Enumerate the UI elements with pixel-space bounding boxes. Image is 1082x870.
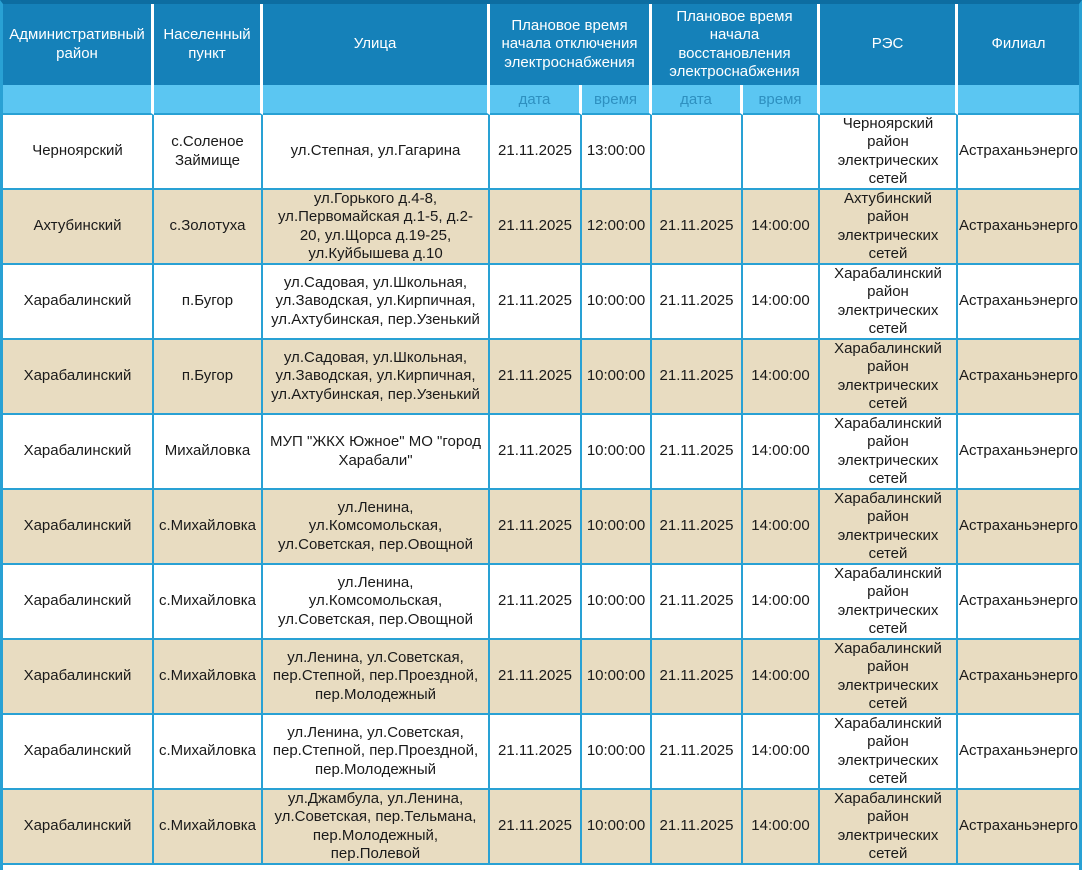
cell-street: ул.Горького д.4-8, ул.Первомайская д.1-5, д.2-20, ул.Щорса д.19-25, ул.Куйбышева д.10 xyxy=(263,190,490,265)
cell-district: Харабалинский xyxy=(3,790,154,865)
cell-res: Харабалинский район электрических сетей xyxy=(820,265,958,340)
cell-off-time: 10:00:00 xyxy=(582,565,652,640)
cell-branch: Астраханьэнерго xyxy=(958,565,1079,640)
cell-off-time: 10:00:00 xyxy=(582,415,652,490)
cell-res: Черноярский район электрических сетей xyxy=(820,115,958,190)
cell-off-date: 21.11.2025 xyxy=(490,565,582,640)
cell-on-time: 14:00:00 xyxy=(743,565,820,640)
cell-street: ул.Джамбула, ул.Ленина, ул.Советская, пер.Тельмана, пер.Молодежный, пер.Полевой xyxy=(263,790,490,865)
header-street: Улица xyxy=(263,4,490,85)
cell-off-time: 10:00:00 xyxy=(582,265,652,340)
cell-on-time: 14:00:00 xyxy=(743,415,820,490)
cell-res: Ахтубинский район электрических сетей xyxy=(820,190,958,265)
subheader-on-time-label: время xyxy=(743,85,820,115)
cell-off-time: 10:00:00 xyxy=(582,715,652,790)
cell-street: ул.Садовая, ул.Школьная, ул.Заводская, ул.Кирпичная, ул.Ахтубинская, пер.Узенький xyxy=(263,265,490,340)
cell-on-date: 21.11.2025 xyxy=(652,640,743,715)
cell-off-date: 21.11.2025 xyxy=(490,265,582,340)
cell-settlement: п.Бугор xyxy=(154,340,263,415)
cell-settlement: с.Михайловка xyxy=(154,715,263,790)
cell-on-date: 21.11.2025 xyxy=(652,565,743,640)
cell-settlement: п.Бугор xyxy=(154,265,263,340)
cell-on-date: 21.11.2025 xyxy=(652,415,743,490)
cell-on-date: 21.11.2025 xyxy=(652,265,743,340)
subheader-on-date-label: дата xyxy=(652,85,743,115)
cell-branch: Астраханьэнерго xyxy=(958,190,1079,265)
cell-res: Харабалинский район электрических сетей xyxy=(820,640,958,715)
cell-district: Харабалинский xyxy=(3,640,154,715)
cell-off-date: 21.11.2025 xyxy=(490,340,582,415)
cell-on-date: 21.11.2025 xyxy=(652,340,743,415)
cell-district: Харабалинский xyxy=(3,415,154,490)
subheader-empty-settlement xyxy=(154,85,263,115)
cell-street: ул.Ленина, ул.Комсомольская, ул.Советская, пер.Овощной xyxy=(263,565,490,640)
header-district: Административный район xyxy=(3,4,154,85)
cell-district: Харабалинский xyxy=(3,490,154,565)
cell-street: ул.Ленина, ул.Советская, пер.Степной, пер.Проездной, пер.Молодежный xyxy=(263,715,490,790)
cell-off-date: 21.11.2025 xyxy=(490,640,582,715)
cell-branch: Астраханьэнерго xyxy=(958,490,1079,565)
subheader-empty-district xyxy=(3,85,154,115)
partial-next-row xyxy=(3,865,1079,870)
cell-street: МУП "ЖКХ Южное" МО "город Харабали" xyxy=(263,415,490,490)
cell-on-date: 21.11.2025 xyxy=(652,790,743,865)
cell-settlement: с.Золотуха xyxy=(154,190,263,265)
cell-res: Харабалинский район электрических сетей xyxy=(820,340,958,415)
cell-on-date: 21.11.2025 xyxy=(652,490,743,565)
cell-res: Харабалинский район электрических сетей xyxy=(820,490,958,565)
cell-settlement: с.Михайловка xyxy=(154,640,263,715)
subheader-empty-street xyxy=(263,85,490,115)
cell-off-time: 10:00:00 xyxy=(582,490,652,565)
cell-branch: Астраханьэнерго xyxy=(958,265,1079,340)
cell-branch: Астраханьэнерго xyxy=(958,715,1079,790)
cell-district: Харабалинский xyxy=(3,565,154,640)
cell-district: Харабалинский xyxy=(3,340,154,415)
cell-on-date: 21.11.2025 xyxy=(652,190,743,265)
cell-off-time: 12:00:00 xyxy=(582,190,652,265)
cell-res: Харабалинский район электрических сетей xyxy=(820,565,958,640)
cell-settlement: с.Соленое Займище xyxy=(154,115,263,190)
cell-off-time: 13:00:00 xyxy=(582,115,652,190)
cell-settlement: Михайловка xyxy=(154,415,263,490)
cell-on-time: 14:00:00 xyxy=(743,340,820,415)
cell-district: Харабалинский xyxy=(3,715,154,790)
cell-street: ул.Садовая, ул.Школьная, ул.Заводская, ул.Кирпичная, ул.Ахтубинская, пер.Узенький xyxy=(263,340,490,415)
header-res: РЭС xyxy=(820,4,958,85)
cell-on-time: 14:00:00 xyxy=(743,790,820,865)
cell-branch: Астраханьэнерго xyxy=(958,415,1079,490)
cell-district: Черноярский xyxy=(3,115,154,190)
cell-on-date: 21.11.2025 xyxy=(652,715,743,790)
cell-street: ул.Ленина, ул.Советская, пер.Степной, пер.Проездной, пер.Молодежный xyxy=(263,640,490,715)
cell-branch: Астраханьэнерго xyxy=(958,340,1079,415)
cell-street: ул.Степная, ул.Гагарина xyxy=(263,115,490,190)
cell-res: Харабалинский район электрических сетей xyxy=(820,415,958,490)
cell-branch: Астраханьэнерго xyxy=(958,115,1079,190)
cell-on-time: 14:00:00 xyxy=(743,190,820,265)
cell-off-date: 21.11.2025 xyxy=(490,715,582,790)
subheader-empty-branch xyxy=(958,85,1079,115)
cell-off-date: 21.11.2025 xyxy=(490,115,582,190)
cell-off-date: 21.11.2025 xyxy=(490,415,582,490)
cell-settlement: с.Михайловка xyxy=(154,790,263,865)
subheader-off-time-label: время xyxy=(582,85,652,115)
header-restore-start-group: Плановое время начала восстановления электроснабжения xyxy=(652,4,820,85)
cell-on-time: 14:00:00 xyxy=(743,715,820,790)
cell-res: Харабалинский район электрических сетей xyxy=(820,715,958,790)
cell-on-date xyxy=(652,115,743,190)
cell-off-date: 21.11.2025 xyxy=(490,190,582,265)
cell-on-time xyxy=(743,115,820,190)
cell-settlement: с.Михайловка xyxy=(154,565,263,640)
cell-district: Харабалинский xyxy=(3,265,154,340)
cell-off-time: 10:00:00 xyxy=(582,340,652,415)
cell-on-time: 14:00:00 xyxy=(743,490,820,565)
cell-off-date: 21.11.2025 xyxy=(490,790,582,865)
cell-off-time: 10:00:00 xyxy=(582,640,652,715)
cell-settlement: с.Михайловка xyxy=(154,490,263,565)
cell-branch: Астраханьэнерго xyxy=(958,790,1079,865)
subheader-empty-res xyxy=(820,85,958,115)
cell-district: Ахтубинский xyxy=(3,190,154,265)
cell-res: Харабалинский район электрических сетей xyxy=(820,790,958,865)
cell-branch: Астраханьэнерго xyxy=(958,640,1079,715)
subheader-off-date-label: дата xyxy=(490,85,582,115)
header-settlement: Населенный пункт xyxy=(154,4,263,85)
cell-off-time: 10:00:00 xyxy=(582,790,652,865)
cell-on-time: 14:00:00 xyxy=(743,265,820,340)
cell-off-date: 21.11.2025 xyxy=(490,490,582,565)
header-outage-start-group: Плановое время начала отключения электроснабжения xyxy=(490,4,652,85)
cell-street: ул.Ленина, ул.Комсомольская, ул.Советская, пер.Овощной xyxy=(263,490,490,565)
header-branch: Филиал xyxy=(958,4,1079,85)
cell-on-time: 14:00:00 xyxy=(743,640,820,715)
